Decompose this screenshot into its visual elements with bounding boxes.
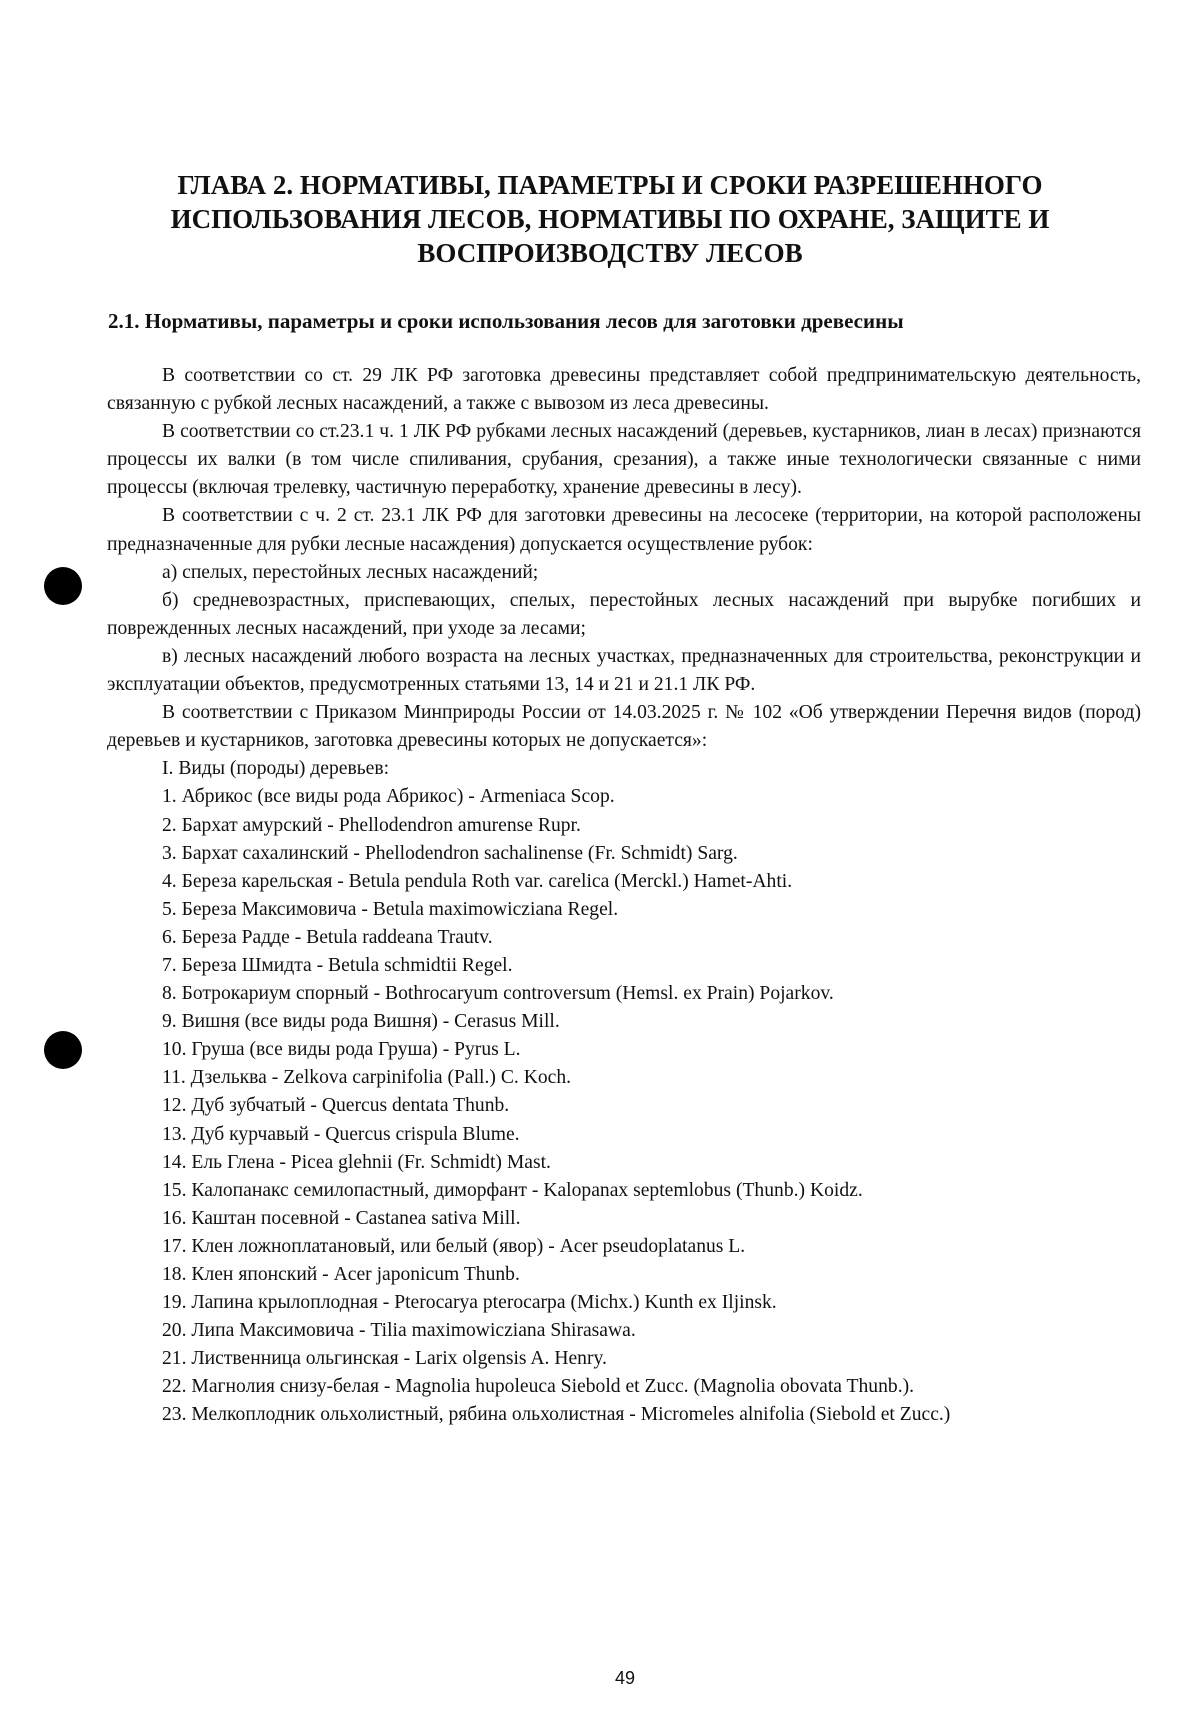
list-item: 5. Береза Максимовича - Betula maximowicziana Regel. [162,898,619,920]
paragraph: В соответствии с ч. 2 ст. 23.1 ЛК РФ для заготовки древесины на лесосеке (территории, на которой расположены предназначенные для рубки лесные насаждения) допускается осуществление рубок: [107,505,1141,555]
list-item: 6. Береза Радде - Betula raddeana Trautv. [162,926,493,948]
list-item: 14. Ель Глена - Picea glehnii (Fr. Schmidt) Mast. [162,1151,551,1173]
list-item: 12. Дуб зубчатый - Quercus dentata Thunb. [162,1095,510,1117]
list-item: 18. Клен японский - Acer japonicum Thunb. [162,1264,520,1285]
list-item: 9. Вишня (все виды рода Вишня) - Cerasus Mill. [162,1011,560,1033]
list-item: 19. Лапина крылоплодная - Pterocarya pterocarpa (Michx.) Kunth ex Iljinsk. [162,1292,777,1314]
list-item: 20. Липа Максимовича - Tilia maximowicziana Shirasawa. [162,1320,636,1342]
paragraph: б) средневозрастных, приспевающих, спелых, перестойных лесных насаждений при вырубке погибших и поврежденных лесных насаждений, при уходе за лесами; [107,589,1141,639]
list-item: 23. Мелкоплодник ольхолистный, рябина ольхолистная - Micromeles alnifolia (Siebold et Zucc.) [162,1404,951,1426]
list-item: 8. Ботрокариум спорный - Bothrocaryum controversum (Hemsl. ex Prain) Pojarkov. [162,983,834,1005]
chapter-title: ГЛАВА 2. НОРМАТИВЫ, ПАРАМЕТРЫ И СРОКИ РАЗРЕШЕННОГО ИСПОЛЬЗОВАНИЯ ЛЕСОВ, НОРМАТИВЫ ПО ОХРАНЕ, ЗАЩИТЕ И ВОСПРОИЗВОДСТВУ ЛЕСОВ [170,170,1050,268]
page-number: 49 [614,1668,636,1688]
paragraph: в) лесных насаждений любого возраста на лесных участках, предназначенных для строительства, реконструкции и эксплуатации объектов, предусмотренных статьями 13, 14 и 21 и 21.1 ЛК РФ. [107,645,1141,696]
list-item: 16. Каштан посевной - Castanea sativa Mill. [162,1207,521,1229]
document-body [107,362,1141,1430]
list-item: 3. Бархат сахалинский - Phellodendron sachalinense (Fr. Schmidt) Sarg. [162,842,738,864]
list-item: 7. Береза Шмидта - Betula schmidtii Regel. [162,954,513,976]
list-item: 4. Береза карельская - Betula pendula Roth var. carelica (Merckl.) Hamet-Ahti. [162,870,793,892]
list-item: 21. Лиственница ольгинская - Larix olgensis A. Henry. [162,1348,607,1370]
list-item: 10. Груша (все виды рода Груша) - Pyrus L. [162,1039,521,1061]
list-item: 15. Калопанакс семилопастный, диморфант - Kalopanax septemlobus (Thunb.) Koidz. [162,1179,863,1201]
list-item: 1. Абрикос (все виды рода Абрикос) - Armeniaca Scop. [162,786,615,808]
punch-hole [44,567,82,605]
list-item: 13. Дуб курчавый - Quercus crispula Blume. [162,1123,520,1145]
list-item: 2. Бархат амурский - Phellodendron amurense Rupr. [162,814,581,836]
section-title: 2.1. Нормативы, параметры и сроки использования лесов для заготовки древесины [108,309,904,333]
punch-hole [44,1031,82,1069]
list-item: 22. Магнолия снизу-белая - Magnolia hupoleuca Siebold et Zucc. (Magnolia obovata Thunb.). [162,1376,915,1398]
paragraph: а) спелых, перестойных лесных насаждений; [162,561,539,583]
species-list [107,783,1141,1429]
list-item: 11. Дзельква - Zelkova carpinifolia (Pall.) C. Koch. [162,1067,572,1089]
paragraph: В соответствии с Приказом Минприроды России от 14.03.2025 г. № 102 «Об утверждении Перечня видов (пород) деревьев и кустарников, заготовка древесины которых не допускается»: [107,702,1141,752]
list-item: 17. Клен ложноплатановый, или белый (явор) - Acer pseudoplatanus L. [162,1235,746,1257]
paragraph: В соответствии со ст. 29 ЛК РФ заготовка древесины представляет собой предпринимательскую деятельность, связанную с рубкой лесных насаждений, а также с вывозом из леса древесины. [107,365,1141,415]
paragraph: В соответствии со ст.23.1 ч. 1 ЛК РФ рубками лесных насаждений (деревьев, кустарников, лиан в лесах) признаются процессы их валки (в том числе спиливания, срубания, срезания), а также иные технологически связанные с ними процессы (включая трелевку, частичную переработку, хранение древесины в лесу). [107,421,1141,499]
list-heading: I. Виды (породы) деревьев: [162,758,390,780]
